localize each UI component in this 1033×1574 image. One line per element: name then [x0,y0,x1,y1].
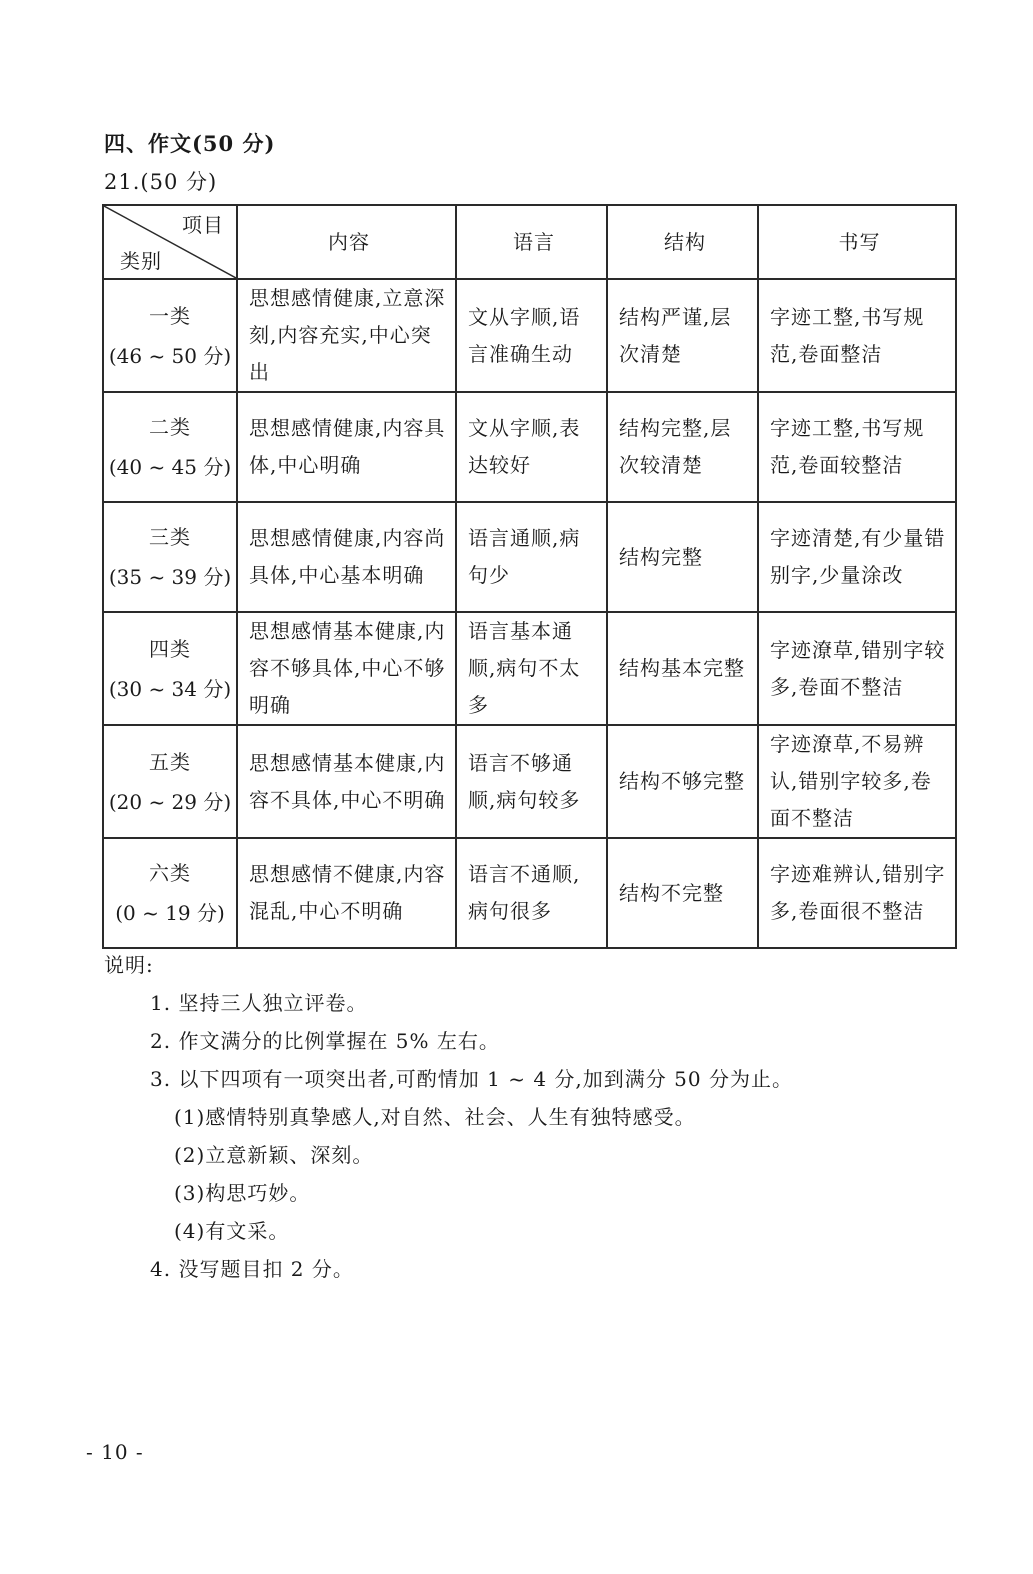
table-row [103,612,956,725]
language-cell: 语言通顺,病句少 [456,502,607,612]
writing-cell: 字迹潦草,错别字较多,卷面不整洁 [758,612,956,725]
category-range: (0 ~ 19 分) [115,901,225,925]
page-number: - 10 - [86,1440,144,1464]
corner-header-cell [103,205,237,279]
language-cell: 文从字顺,表达较好 [456,392,607,502]
category-range: (30 ~ 34 分) [108,676,232,701]
table-row [103,502,956,612]
writing-cell: 字迹难辨认,错别字多,卷面很不整洁 [758,838,956,948]
content-cell: 思想感情健康,内容具体,中心明确 [237,392,456,502]
category-name: 三类 [149,525,191,549]
table-row [103,725,956,838]
writing-cell: 字迹清楚,有少量错别字,少量涂改 [758,502,956,612]
structure-cell: 结构不够完整 [607,725,758,838]
note-item: 3. 以下四项有一项突出者,可酌情加 1 ~ 4 分,加到满分 50 分为止。 [150,1067,793,1091]
header-writing: 书写 [758,205,956,279]
structure-cell: 结构完整 [607,502,758,612]
writing-cell: 字迹工整,书写规范,卷面整洁 [758,279,956,392]
note-subitem: (2)立意新颖、深刻。 [174,1143,374,1167]
category-cell [103,612,237,725]
category-range: (35 ~ 39 分) [108,565,232,589]
language-cell: 文从字顺,语言准确生动 [456,279,607,392]
writing-cell: 字迹工整,书写规范,卷面较整洁 [758,392,956,502]
category-cell [103,725,237,838]
category-cell [103,838,237,948]
table-row [103,279,956,392]
category-name: 五类 [149,749,191,774]
writing-cell: 字迹潦草,不易辨认,错别字较多,卷面不整洁 [758,725,956,838]
content-cell: 思想感情健康,内容尚具体,中心基本明确 [237,502,456,612]
structure-cell: 结构基本完整 [607,612,758,725]
header-language: 语言 [456,205,607,279]
note-subitem: (4)有文采。 [174,1219,290,1243]
section-title: 四、作文(50 分) [104,131,276,156]
header-content: 内容 [237,205,456,279]
category-range: (46 ~ 50 分) [108,343,232,368]
note-item: 1. 坚持三人独立评卷。 [150,991,368,1015]
category-name: 四类 [149,636,191,661]
category-cell [103,502,237,612]
structure-cell: 结构不完整 [607,838,758,948]
category-range: (40 ~ 45 分) [108,455,232,479]
note-item: 2. 作文满分的比例掌握在 5% 左右。 [150,1029,500,1053]
category-name: 一类 [149,303,191,328]
category-range: (20 ~ 29 分) [108,789,232,814]
language-cell: 语言不够通顺,病句较多 [456,725,607,838]
notes-title: 说明: [104,953,154,977]
note-item: 4. 没写题目扣 2 分。 [150,1257,354,1281]
language-cell: 语言不通顺,病句很多 [456,838,607,948]
note-subitem: (1)感情特别真挚感人,对自然、社会、人生有独特感受。 [174,1105,696,1129]
content-cell: 思想感情不健康,内容混乱,中心不明确 [237,838,456,948]
table-row [103,392,956,502]
category-cell [103,279,237,392]
corner-label-category: 类别 [120,249,162,273]
content-cell: 思想感情基本健康,内容不具体,中心不明确 [237,725,456,838]
content-cell: 思想感情健康,立意深刻,内容充实,中心突出 [237,279,456,392]
category-name: 二类 [149,415,191,439]
notes-section [104,946,793,1288]
language-cell: 语言基本通顺,病句不太多 [456,612,607,725]
structure-cell: 结构完整,层次较清楚 [607,392,758,502]
category-cell [103,392,237,502]
question-title: 21.(50 分) [104,170,218,194]
table-header-row [103,205,956,279]
content-cell: 思想感情基本健康,内容不够具体,中心不够明确 [237,612,456,725]
table-row [103,838,956,948]
corner-label-items: 项目 [182,213,224,237]
category-name: 六类 [149,861,191,885]
note-subitem: (3)构思巧妙。 [174,1181,311,1205]
header-structure: 结构 [607,205,758,279]
structure-cell: 结构严谨,层次清楚 [607,279,758,392]
grading-table [102,204,957,949]
